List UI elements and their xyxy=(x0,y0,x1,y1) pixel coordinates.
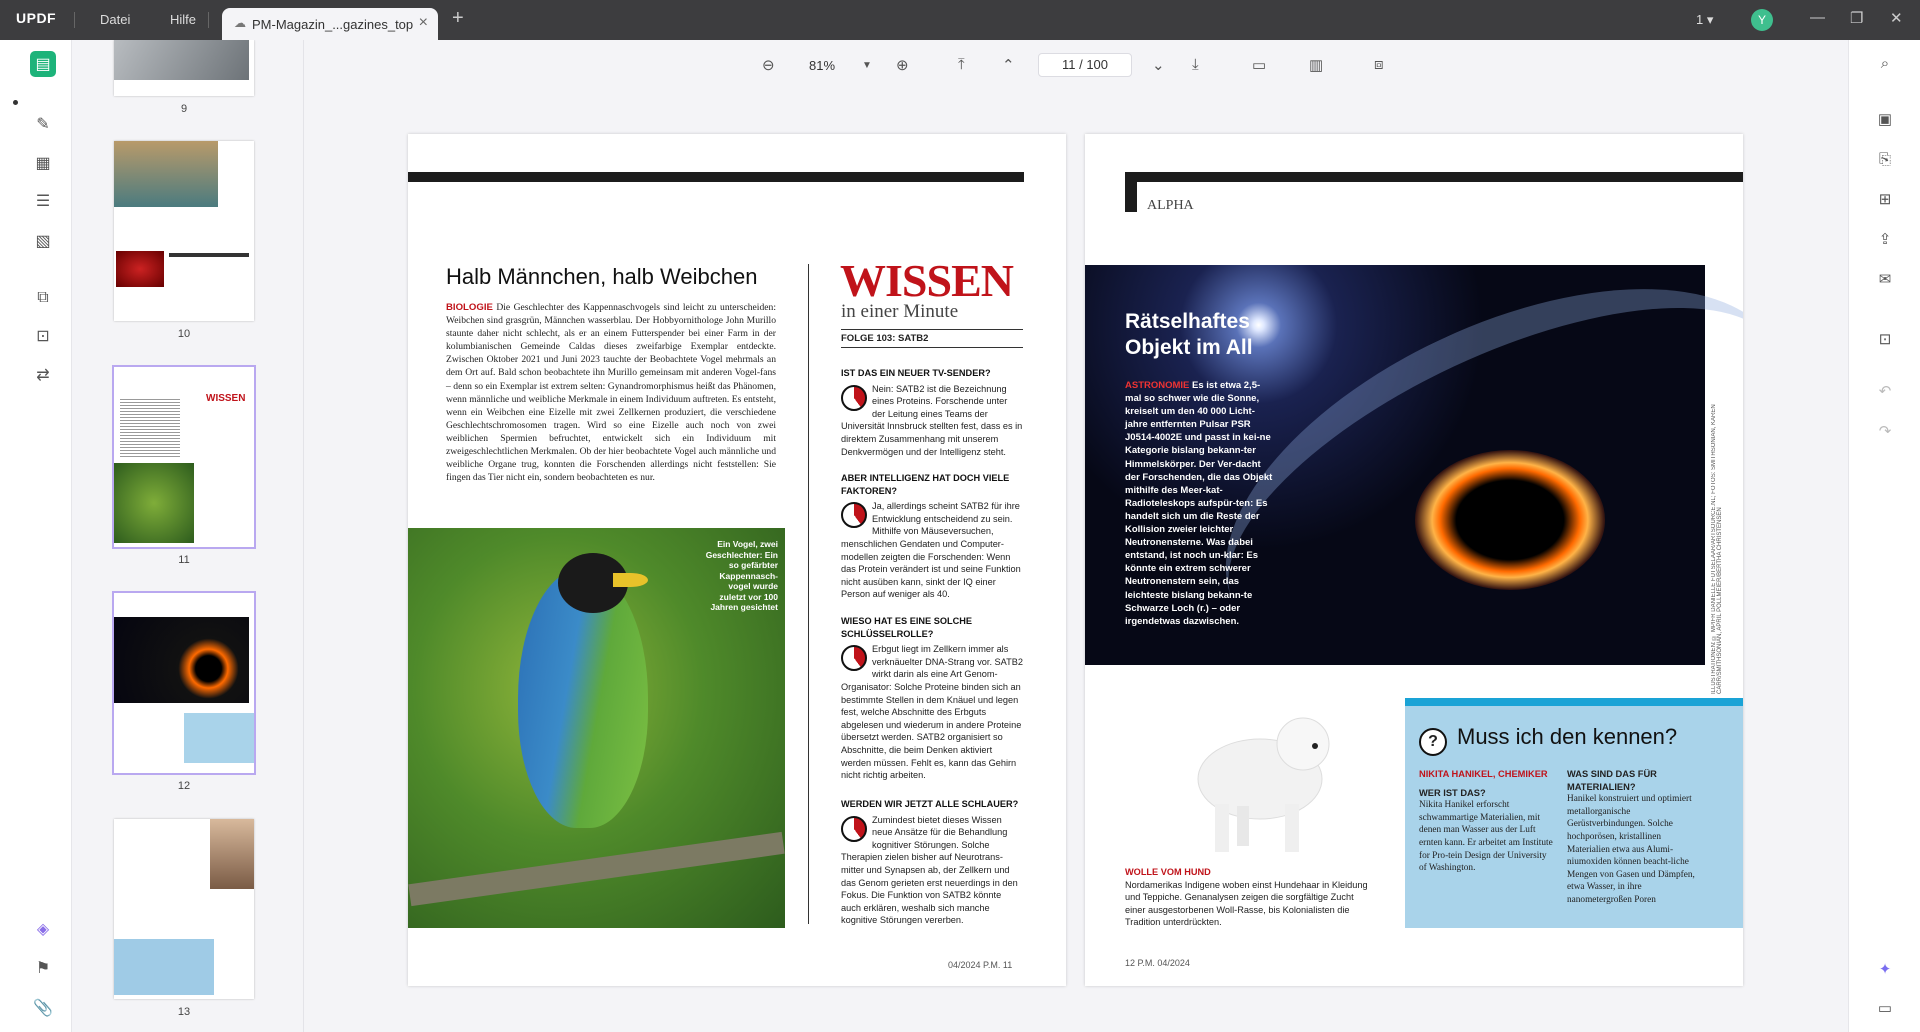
document-tab[interactable] xyxy=(222,8,438,40)
thumbnail-label: 10 xyxy=(177,328,191,340)
previous-page-icon[interactable]: ⌃ xyxy=(1002,57,1015,74)
zoom-level[interactable]: 81% xyxy=(809,58,836,73)
photo-caption: Ein Vogel, zwei Geschlechter: Ein so gefärbter Kappennasch-vogel wurde zuletzt vor 100 Jahren gesichtet xyxy=(705,539,778,612)
qa-question: ABER INTELLIGENZ HAT DOCH VIELE FAKTOREN? xyxy=(841,473,1010,496)
article-text: Die Geschlechter des Kappennaschvogels sind leicht zu unterscheiden: Weibchen sind grasgrün, Männchen wasserblau. Der Hobbyornithologe John Murillo staunte daher nicht schlecht, als er an einem Futterspender bei einer Farm in der kolumbianischen Gemeinde Caldas dieses zweifarbige Exemplar entdeckte. Zwischen Oktober 2021 und Juni 2023 tauchte der Beobachtete Vogel mehrmals an dem Ort auf. Bald schon beobachtete ihn Murillo gemeinsam mit anderen Vogel-fans – denn so ein Exemplar ist extrem selten: Gynandromorphismus heißt das Phänomen, wenn männliche und weibliche Merkmale in einem Individuum auftreten. Es entsteht, wenn ein Weibchen eine Eizelle mit zwei Zellkernen produziert, die verschiedene Geschlechtschromosomen tragen. Wird so eine Eizelle auch noch von zwei weiblichen Spermien befruchtet, entwickelt sich ein Individuum mit zweigeschlechtlichen Merkmalen. Ob der hier beobachtete Vogel auch männliche und weibliche Organe trug, konnten die Forschenden allerdings nicht feststellen: Sie fingen das Tier nicht ein, sondern beobachteten es nur. xyxy=(446,302,776,484)
tab-title: PM-Magazin_...gazines_top xyxy=(252,17,414,32)
thumbnail-label: 12 xyxy=(177,780,191,792)
thumbnail-page[interactable] xyxy=(114,819,254,999)
section-label: ALPHA xyxy=(1147,198,1194,213)
qa-answer: Erbgut liegt im Zellkern immer als verknäuelter DNA-Strang vor. SATB2 wirkt darin als eine Art Genom-Organisator: Solche Proteine binden sich an bestimmte Stellen in dem Knäuel und legen fest, welche Abschnitte des Erbguts abgelesen und wiederum in andere Proteine übersetzt werden. SATB2 organisiert so Abschnitte, die beim Denken aktiviert werden müssen. Fehlt es, kann das Gehirn nicht richtig arbeiten. xyxy=(841,644,1023,781)
title-bar xyxy=(0,0,1920,40)
right-toolbar xyxy=(1848,40,1920,1032)
avatar[interactable]: Y xyxy=(1751,9,1773,31)
article-body xyxy=(446,301,776,484)
crop-icon[interactable]: ⊡ xyxy=(36,328,50,345)
zoom-dropdown-icon[interactable]: ▼ xyxy=(862,60,872,71)
dog-text: Nordamerikas Indigene woben einst Hundehaar in Kleidung und Teppiche. Genanalysen zeigen die sorgfältige Zucht einer ausgestorbenen Woll-Rasse, bis Kolonialisten die Tradition unterdrückten. xyxy=(1125,879,1368,928)
save-icon[interactable]: ⊡ xyxy=(1878,331,1892,348)
edit-pdf-icon[interactable]: ▦ xyxy=(35,155,51,172)
space-kicker: ASTRONOMIE xyxy=(1125,380,1190,391)
ocr-icon[interactable]: ▧ xyxy=(35,233,51,250)
thumb-image xyxy=(114,463,194,543)
clock-icon xyxy=(841,645,867,671)
person-name: NIKITA HANIKEL, CHEMIKER xyxy=(1419,769,1548,779)
close-window-icon[interactable]: ✕ xyxy=(1890,10,1903,27)
undo-icon[interactable]: ↶ xyxy=(1878,383,1892,400)
thumb-box xyxy=(114,939,214,995)
search-icon[interactable]: ⌕ xyxy=(1880,55,1890,72)
zoom-out-icon[interactable]: ⊖ xyxy=(762,57,775,74)
box-answer: Hanikel konstruiert und optimiert metallorganische Gerüstverbindungen. Solche hochporösen, kristallinen Materialien etwa aus Alumi-niumoxiden können beacht-liche Mengen von Gasen und Dämpfen, etwa Wasser, in ihre nanometergroßen Poren xyxy=(1567,794,1695,905)
clock-icon xyxy=(841,816,867,842)
dog-photo xyxy=(1175,694,1335,859)
page-number-field[interactable]: 11 / 100 xyxy=(1038,53,1132,77)
qa-question: WERDEN WIR JETZT ALLE SCHLAUER? xyxy=(841,799,1019,809)
thumbnail-page[interactable] xyxy=(114,593,254,773)
thumb-wissen: WISSEN xyxy=(206,393,246,404)
article-headline: Halb Männchen, halb Weibchen xyxy=(446,264,758,289)
ocr-icon[interactable]: ▣ xyxy=(1877,111,1893,128)
clock-icon xyxy=(841,502,867,528)
redo-icon[interactable]: ↷ xyxy=(1878,423,1892,440)
qa-item xyxy=(841,798,1023,927)
tab-count-dropdown[interactable]: 1 ▾ xyxy=(1696,12,1714,27)
thumbnail-page[interactable] xyxy=(114,40,254,96)
article-kicker: BIOLOGIE xyxy=(446,302,493,313)
ai-assistant-icon[interactable]: ✦ xyxy=(1878,961,1892,978)
email-icon[interactable]: ✉ xyxy=(1878,271,1892,288)
branch xyxy=(408,832,784,906)
dog-kicker: WOLLE VOM HUND xyxy=(1125,867,1211,877)
comment-list-icon[interactable]: ▭ xyxy=(1877,1000,1893,1017)
close-tab-icon[interactable]: × xyxy=(418,14,428,31)
wissen-title: WISSEN xyxy=(840,255,1013,306)
menu-datei[interactable]: Datei xyxy=(100,12,131,27)
share-icon[interactable]: ⇪ xyxy=(1878,231,1892,248)
translate-icon[interactable]: ⧈ xyxy=(1374,56,1384,73)
box-answer: Nikita Hanikel erforscht schwammartige Materialien, mit denen man Wasser aus der Luft ernten kann. Er arbeitet am Institute for Pro-tein Design der University of Washington. xyxy=(1419,800,1553,874)
space-title-line: Rätselhaftes xyxy=(1125,310,1250,333)
qa-question: WIESO HAT ES EINE SOLCHE SCHLÜSSELROLLE? xyxy=(841,616,973,639)
last-page-icon[interactable]: ⤓ xyxy=(1192,56,1199,73)
thumbnail-label: 13 xyxy=(177,1006,191,1018)
qa-item xyxy=(841,615,1023,782)
layers-icon[interactable]: ◈ xyxy=(36,921,50,938)
box-question: WER IST DAS? xyxy=(1419,787,1486,798)
top-rule xyxy=(408,172,1024,182)
organize-pages-icon[interactable]: ⧉ xyxy=(37,289,49,306)
column-divider xyxy=(808,264,809,924)
image-credit: ILLUSTRATIONEN: © MPIFR DANIELLE FUTSELAAR/ARTSOURCE.NL; FOTOS: SMITHSONIAN, KAREN CARR/SMITHSONIAN, APRIL POLLMEIER/BERTHA CHRISTENSEN xyxy=(1711,404,1723,694)
reader-mode-icon[interactable]: ▤ xyxy=(30,51,56,77)
qa-question: IST DAS EIN NEUER TV-SENDER? xyxy=(841,368,991,378)
page-footer: 12 P.M. 04/2024 xyxy=(1125,958,1190,968)
thumb-image xyxy=(114,141,218,207)
thumb-box xyxy=(184,713,254,763)
box-column-left xyxy=(1419,768,1554,875)
box-column-right xyxy=(1567,768,1702,907)
divider xyxy=(208,12,209,28)
thumb-image xyxy=(210,819,254,889)
thumbnail-label: 9 xyxy=(180,103,188,115)
folge-label: FOLGE 103: SATB2 xyxy=(841,329,1023,348)
divider xyxy=(74,12,75,28)
left-toolbar xyxy=(0,40,72,1032)
restore-icon[interactable]: ❐ xyxy=(1850,10,1864,27)
thumbnail-page[interactable] xyxy=(114,141,254,321)
new-tab-icon[interactable]: + xyxy=(452,7,464,29)
space-body xyxy=(1125,379,1275,628)
menu-hilfe[interactable]: Hilfe xyxy=(170,12,197,27)
page-footer: 04/2024 P.M. 11 xyxy=(948,960,1013,970)
form-icon[interactable]: ☰ xyxy=(35,193,51,210)
top-rule xyxy=(1125,172,1743,182)
convert-icon[interactable]: ⇄ xyxy=(36,367,50,384)
bird-beak xyxy=(613,573,648,587)
qa-answer: Nein: SATB2 ist die Bezeichnung eines Proteins. Forschende unter der Leitung eines Teams der Universität Innsbruck stellten fest, dass es in direktem Zusammenhang mit unserem Denkvermögen und der Intelligenz steht. xyxy=(841,383,1023,457)
wissen-subtitle: in einer Minute xyxy=(841,301,959,322)
box-question: WAS SIND DAS FÜR MATERIALIEN? xyxy=(1567,769,1657,792)
pdf-page-11 xyxy=(408,134,1066,986)
comment-icon[interactable]: ✎ xyxy=(36,116,50,133)
space-text: Es ist etwa 2,5-mal so schwer wie die Sonne, kreiselt um den 40 000 Licht-jahre entfernten Pulsar PSR J0514-4002E und passt in kei-ne Kategorie bislang bekann-ter Himmelskörper. Der Ver-dacht der Forschenden, die das Objekt mithilfe des Meer-kat-Radioteleskops aufspür-ten: Es handelt sich um die Reste der Kollision zweier leichter Neutronensterne. Was dabei entstand, ist noch un-klar: Es könnte ein extrem schwerer Neutronenstern sein, das leichteste bislang bekann-te Schwarze Loch (r.) – oder irgendetwas dazwischen. xyxy=(1125,380,1273,627)
question-icon: ? xyxy=(1419,728,1447,756)
qa-item xyxy=(841,472,1023,601)
qa-answer: Ja, allerdings scheint SATB2 für ihre Entwicklung entscheidend zu sein. Mithilfe von Mäuseversuchen, menschlichen Gendaten und Computer-modellen zeigten die Forschenden: Wenn das Protein verändert ist und seine Funktion nicht ausüben kann, sinkt der IQ einer Person auf weniger als 40. xyxy=(841,501,1021,600)
minimize-icon[interactable]: — xyxy=(1810,9,1825,26)
next-page-icon[interactable]: ⌄ xyxy=(1152,57,1165,74)
thumb-image xyxy=(114,617,249,703)
zoom-in-icon[interactable]: ⊕ xyxy=(896,57,909,74)
qa-answer: Zumindest bietet dieses Wissen neue Ansätze für die Behandlung kognitiver Störungen. Solche Therapien zielen bisher auf Neurotrans-mitter und Synapsen ab, der Zellkern und das Genom gerieten erst neuerdings in den Fokus. Die Funktion von SATB2 könnte auch erklären, weshalb sich manche kognitive Störungen vererben. xyxy=(841,814,1018,926)
protect-icon[interactable]: ⊞ xyxy=(1878,191,1892,208)
dog-caption xyxy=(1125,866,1375,929)
box-title: Muss ich den kennen? xyxy=(1457,724,1678,749)
thumbnail-label: 11 xyxy=(178,554,190,566)
side-rule xyxy=(1125,172,1137,212)
convert-icon[interactable]: ⎘ xyxy=(1878,151,1891,168)
cloud-icon: ☁ xyxy=(234,16,246,30)
bookmark-icon[interactable]: ⚑ xyxy=(35,960,51,977)
first-page-icon[interactable]: ⤒ xyxy=(958,56,965,73)
qa-item xyxy=(841,367,1023,458)
thumb-text xyxy=(120,397,180,457)
slideshow-icon[interactable]: ▭ xyxy=(1252,57,1267,74)
space-title xyxy=(1125,309,1253,361)
thumbnail-panel xyxy=(72,40,304,1032)
thumbnail-page-current[interactable] xyxy=(114,367,254,547)
page-display-icon[interactable]: ▥ xyxy=(1309,57,1324,74)
thumb-text xyxy=(169,253,249,257)
muss-ich-den-kennen-box xyxy=(1405,698,1743,928)
thumb-image xyxy=(116,251,164,287)
black-hole xyxy=(1415,450,1605,590)
space-title-line: Objekt im All xyxy=(1125,336,1253,359)
attachment-icon[interactable]: 📎 xyxy=(33,1000,53,1017)
pdf-page-12 xyxy=(1085,134,1743,986)
clock-icon xyxy=(841,385,867,411)
thumb-image xyxy=(114,40,249,80)
updf-logo: UPDF xyxy=(16,10,57,26)
view-toolbar xyxy=(304,40,1848,92)
indicator-dot xyxy=(13,100,18,105)
